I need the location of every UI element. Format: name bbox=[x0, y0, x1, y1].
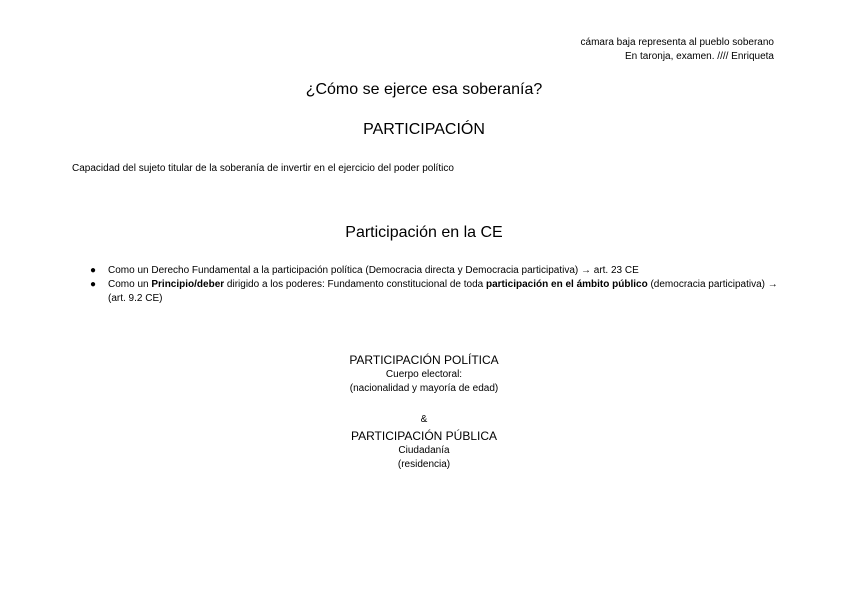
bullet-marker: ● bbox=[90, 279, 97, 290]
list-item-text-mid: dirigido a los poderes: Fundamento constitucional de toda bbox=[224, 279, 486, 290]
list-item-text: Como un Derecho Fundamental a la participación política (Democracia directa y Democracia participativa) → art. 23 CE bbox=[108, 265, 639, 276]
question-heading: ¿Cómo se ejerce esa soberanía? bbox=[305, 81, 543, 98]
note-line-2: En taronja, examen. //// Enriqueta bbox=[625, 51, 774, 62]
list-item bbox=[90, 278, 780, 306]
list-item bbox=[90, 264, 780, 278]
bullet-marker: ● bbox=[90, 265, 97, 276]
list-item-text-pre: Como un bbox=[108, 279, 152, 290]
public-participation-line-1: Ciudadanía bbox=[398, 445, 450, 456]
participation-ce-list bbox=[90, 264, 780, 306]
list-item-bold-principle: Principio/deber bbox=[151, 279, 225, 290]
participation-definition: Capacidad del sujeto titular de la soberanía de invertir en el ejercicio del poder político bbox=[72, 163, 454, 174]
public-participation-block bbox=[0, 428, 848, 472]
margin-note bbox=[581, 36, 774, 64]
ampersand: & bbox=[420, 414, 428, 425]
political-participation-block bbox=[0, 352, 848, 396]
political-participation-title: PARTICIPACIÓN POLÍTICA bbox=[349, 353, 499, 367]
participation-heading: PARTICIPACIÓN bbox=[363, 121, 485, 138]
political-participation-line-2: (nacionalidad y mayoría de edad) bbox=[349, 383, 499, 394]
note-line-1: cámara baja representa al pueblo soberano bbox=[580, 37, 774, 48]
participation-ce-heading: Participación en la CE bbox=[345, 224, 503, 241]
list-item-bold-public: participación en el ámbito público bbox=[486, 279, 648, 290]
list-item-text-post: (democracia participativa) → (art. 9.2 CE) bbox=[108, 279, 778, 304]
public-participation-title: PARTICIPACIÓN PÚBLICA bbox=[350, 429, 498, 443]
political-participation-line-1: Cuerpo electoral: bbox=[385, 369, 463, 380]
public-participation-line-2: (residencia) bbox=[397, 459, 451, 470]
